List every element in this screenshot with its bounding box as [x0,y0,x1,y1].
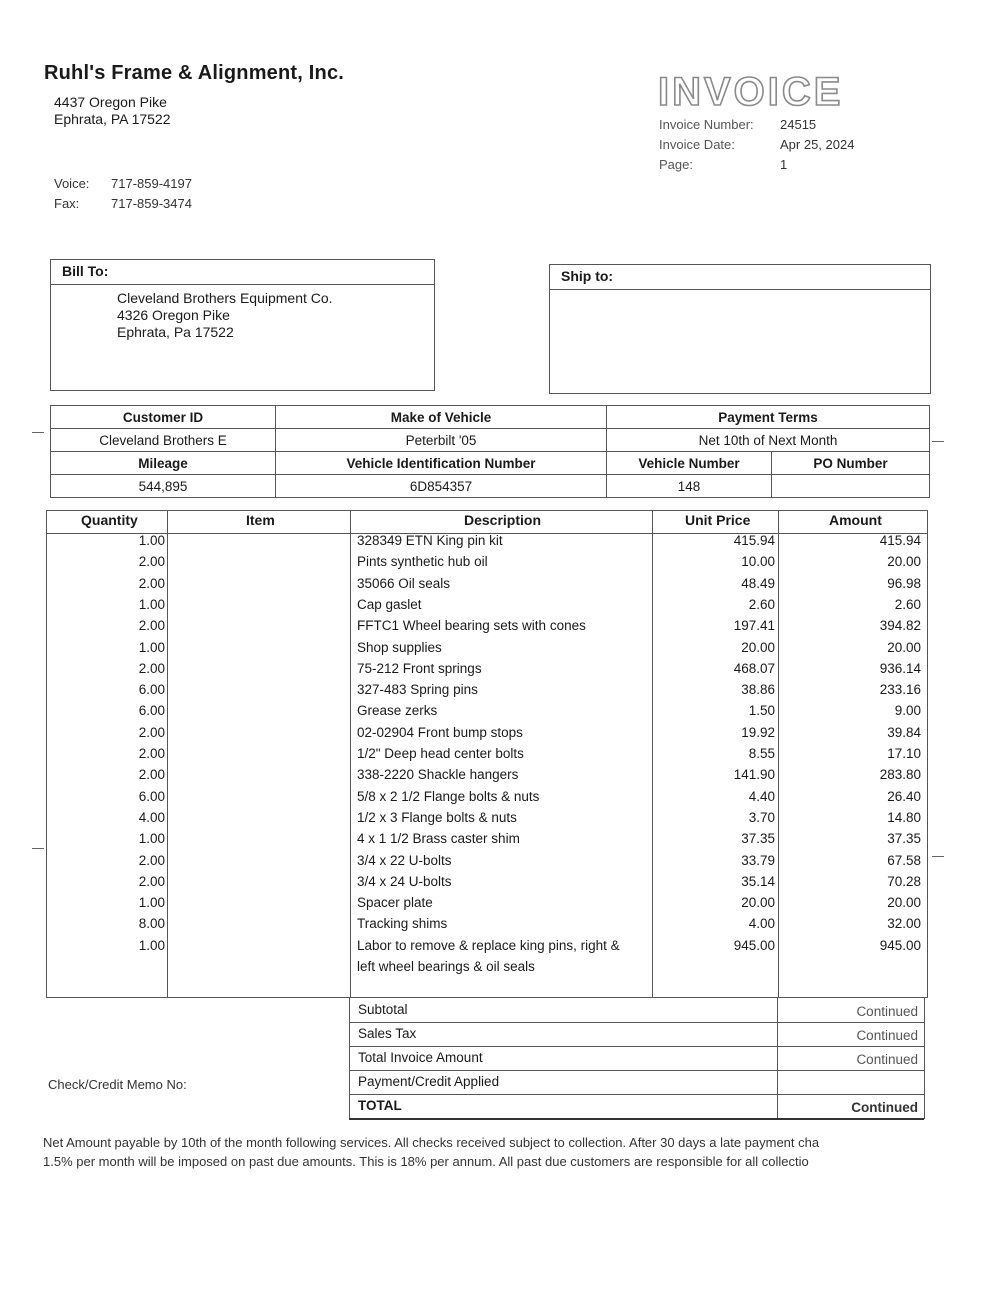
sales-tax-row [349,1022,924,1047]
amount-cell: 936.14 [879,660,921,676]
unit-price-cell: 8.55 [748,746,775,761]
quantity-cell: 8.00 [138,916,165,932]
check-memo-label: Check/Credit Memo No: [48,1077,187,1092]
vehicle-info-table [50,405,930,498]
description-cell: Pints synthetic hub oil [357,554,488,570]
unit-price-cell: 4.00 [748,916,775,932]
line-items-table [46,510,928,998]
amount-header: Amount [829,512,882,528]
table-row [47,789,927,810]
bill-to-address [117,290,333,341]
invoice-number-label: Invoice Number: [659,117,754,132]
amount-cell: 17.10 [887,746,921,761]
unit-price-cell: 48.49 [741,575,775,591]
line-items-header [47,511,927,534]
amount-cell: 20.00 [887,639,921,655]
quantity-cell: 2.00 [138,575,165,591]
quantity-cell: 2.00 [138,724,165,740]
bill-to-label: Bill To: [51,260,434,285]
amount-cell: 70.28 [887,873,921,889]
fax-number: 717-859-3474 [111,196,192,211]
description-cell: Cap gaslet [357,596,422,612]
quantity-cell: 2.00 [138,852,165,868]
description-cell: Tracking shims [357,916,448,932]
payment-applied-label: Payment/Credit Applied [358,1074,500,1089]
quantity-cell: 2.00 [138,746,165,761]
description-cell: Spacer plate [357,895,433,911]
margin-mark [32,432,44,433]
description-cell: 4 x 1 1/2 Brass caster shim [357,831,520,847]
table-row [47,810,927,831]
unit-price-cell: 20.00 [741,639,775,655]
description-cell: Shop supplies [357,639,442,655]
table-row [47,767,927,788]
unit-price-cell: 3.70 [748,809,775,825]
description-cell: 02-02904 Front bump stops [357,724,523,740]
amount-cell: 2.60 [894,596,921,612]
unit-price-cell: 19.92 [741,724,775,740]
unit-price-cell: 468.07 [733,660,775,676]
quantity-cell: 1.00 [138,533,165,548]
voice-number: 717-859-4197 [111,176,192,191]
description-cell: Labor to remove & replace king pins, right & [357,937,620,953]
quantity-cell: 2.00 [138,660,165,676]
table-row [47,895,927,916]
table-row [47,725,927,746]
quantity-cell: 6.00 [138,703,165,719]
table-row [47,831,927,852]
description-cell: 327-483 Spring pins [357,682,478,698]
table-row [47,682,927,703]
quantity-cell: 1.00 [138,937,165,953]
table-row [47,576,927,597]
description-cell: 5/8 x 2 1/2 Flange bolts & nuts [357,788,540,804]
quantity-cell: 4.00 [138,809,165,825]
company-address-line2: Ephrata, PA 17522 [54,111,171,127]
quantity-cell: 2.00 [138,767,165,783]
ship-to-label: Ship to: [550,265,930,290]
quantity-cell: 2.00 [138,618,165,634]
total-row [349,1094,924,1120]
margin-mark [932,441,944,442]
fax-label: Fax: [54,196,80,211]
invoice-date-label: Invoice Date: [659,137,735,152]
quantity-cell: 2.00 [138,554,165,570]
po-number-label: PO Number [772,452,930,475]
po-number-value [772,475,930,498]
total-value: Continued [851,1100,918,1115]
subtotal-row [349,998,924,1023]
table-row [47,533,927,554]
amount-cell: 39.84 [887,724,921,740]
quantity-header: Quantity [81,512,138,528]
voice-label: Voice: [54,176,90,191]
unit-price-cell: 38.86 [741,682,775,698]
unit-price-cell: 33.79 [741,852,775,868]
amount-cell: 96.98 [887,575,921,591]
amount-cell: 32.00 [887,916,921,932]
page-label: Page: [659,157,693,172]
customer-id-label: Customer ID [51,406,276,429]
bill-to-line2: 4326 Oregon Pike [117,307,230,323]
unit-price-cell: 35.14 [741,873,775,889]
table-row [47,703,927,724]
description-cell: 75-212 Front springs [357,660,482,676]
subtotal-value: Continued [856,1004,918,1019]
description-cell: 35066 Oil seals [357,575,451,591]
bill-to-line3: Ephrata, Pa 17522 [117,324,234,340]
amount-cell: 67.58 [887,852,921,868]
unit-price-cell: 415.94 [733,533,775,548]
payment-terms-value: Net 10th of Next Month [607,429,930,452]
customer-id-value: Cleveland Brothers E [51,429,276,452]
description-cell: 1/2 x 3 Flange bolts & nuts [357,809,517,825]
sales-tax-label: Sales Tax [358,1026,417,1041]
table-row [47,618,927,639]
footer-line2: 1.5% per month will be imposed on past due amounts. This is 18% per annum. All past due customers are responsible for all collectio [43,1154,809,1169]
description-cell: 1/2" Deep head center bolts [357,746,524,761]
unit-price-cell: 945.00 [733,937,775,953]
invoice-title: INVOICE [658,70,844,114]
sales-tax-value: Continued [856,1028,918,1043]
amount-cell: 14.80 [887,809,921,825]
payment-terms-note [43,1133,923,1171]
bill-to-box [50,259,435,391]
description-cell: 328349 ETN King pin kit [357,533,503,548]
page-number: 1 [780,157,788,172]
table-row [47,746,927,767]
amount-cell: 945.00 [879,937,921,953]
bill-to-line1: Cleveland Brothers Equipment Co. [117,290,333,306]
margin-mark [32,848,44,849]
unit-price-cell: 4.40 [748,788,775,804]
amount-cell: 233.16 [879,682,921,698]
table-row [47,874,927,895]
make-label: Make of Vehicle [276,406,607,429]
description-header: Description [464,512,542,528]
amount-cell: 20.00 [887,895,921,911]
vehicle-number-value: 148 [607,475,772,498]
total-invoice-row [349,1046,924,1071]
table-row [47,937,927,974]
margin-mark [932,856,944,857]
table-row [47,640,927,661]
table-row [47,597,927,618]
quantity-cell: 1.00 [138,895,165,911]
mileage-label: Mileage [51,452,276,475]
description-cell: 3/4 x 22 U-bolts [357,852,452,868]
description-cell: Grease zerks [357,703,438,719]
quantity-cell: 1.00 [138,639,165,655]
quantity-cell: 6.00 [138,682,165,698]
amount-cell: 37.35 [887,831,921,847]
vehicle-number-label: Vehicle Number [607,452,772,475]
subtotal-label: Subtotal [358,1002,408,1017]
unit-price-cell: 10.00 [741,554,775,570]
unit-price-header: Unit Price [685,512,751,528]
amount-cell: 394.82 [879,618,921,634]
description-cell: 3/4 x 24 U-bolts [357,873,452,889]
footer-line1: Net Amount payable by 10th of the month following services. All checks received subject to collection. After 30 days a late payment cha [43,1135,820,1150]
invoice-date: Apr 25, 2024 [780,137,855,152]
amount-cell: 26.40 [887,788,921,804]
amount-cell: 20.00 [887,554,921,570]
quantity-cell: 1.00 [138,596,165,612]
table-row [47,661,927,682]
table-row [47,554,927,575]
total-invoice-value: Continued [856,1052,918,1067]
description-cell: FFTC1 Wheel bearing sets with cones [357,618,586,634]
quantity-cell: 2.00 [138,873,165,889]
payment-applied-row [349,1070,924,1095]
description-cell: 338-2220 Shackle hangers [357,767,519,783]
make-value: Peterbilt '05 [276,429,607,452]
item-header: Item [246,512,275,528]
table-row [47,916,927,937]
vin-label: Vehicle Identification Number [276,452,607,475]
company-address-line1: 4437 Oregon Pike [54,94,167,110]
company-name: Ruhl's Frame & Alignment, Inc. [44,62,345,84]
quantity-cell: 6.00 [138,788,165,804]
payment-terms-label: Payment Terms [607,406,930,429]
ship-to-box [549,264,931,394]
unit-price-cell: 2.60 [748,596,775,612]
amount-cell: 415.94 [879,533,921,548]
quantity-cell: 1.00 [138,831,165,847]
amount-cell: 9.00 [894,703,921,719]
unit-price-cell: 141.90 [733,767,775,783]
table-row [47,853,927,874]
amount-cell: 283.80 [879,767,921,783]
vin-value: 6D854357 [276,475,607,498]
total-label: TOTAL [358,1098,402,1113]
unit-price-cell: 37.35 [741,831,775,847]
description-cell-continued: left wheel bearings & oil seals [357,958,535,974]
invoice-number: 24515 [780,117,817,132]
unit-price-cell: 197.41 [733,618,775,634]
unit-price-cell: 20.00 [741,895,775,911]
unit-price-cell: 1.50 [748,703,775,719]
mileage-value: 544,895 [51,475,276,498]
total-invoice-label: Total Invoice Amount [358,1050,483,1065]
